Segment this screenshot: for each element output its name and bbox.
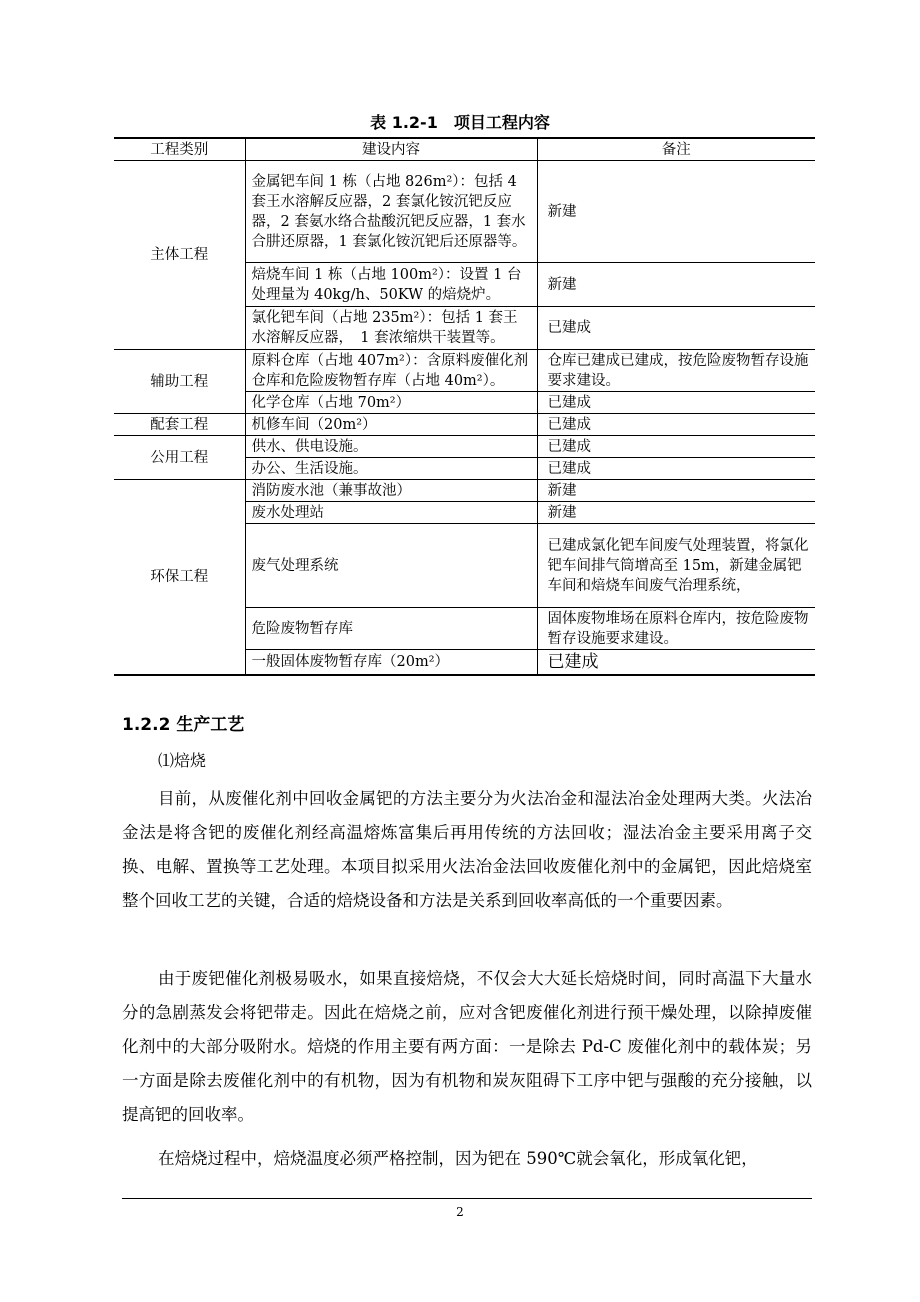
- note-cell: 新建: [537, 263, 815, 307]
- column-header-note: 备注: [537, 138, 815, 161]
- note-cell: 新建: [537, 161, 815, 263]
- column-header-category: 工程类别: [114, 138, 245, 161]
- section-heading: 1.2.2 生产工艺: [122, 715, 245, 735]
- category-cell: 环保工程: [114, 480, 245, 675]
- note-cell: 已建成: [537, 650, 815, 675]
- note-cell: 已建成: [537, 458, 815, 480]
- body-paragraph: 由于废钯催化剂极易吸水，如果直接焙烧，不仅会大大延长焙烧时间，同时高温下大量水分的急剧蒸发会将钯带走。因此在焙烧之前，应对含钯废催化剂进行预干燥处理，以除掉废催化剂中的大部分吸附水。焙烧的作用主要有两方面：一是除去 Pd-C 废催化剂中的载体炭；另一方面是除去废催化剂中的有机物，因为有机物和炭灰阻碍下工序中钯与强酸的充分接触，以提高钯的回收率。: [122, 969, 812, 1124]
- table-row: [114, 414, 815, 436]
- content-cell: 供水、供电设施。: [245, 436, 537, 458]
- content-cell: 机修车间（20m²）: [245, 414, 537, 436]
- table-row: [114, 480, 815, 502]
- table-row: [114, 436, 815, 458]
- note-cell: 已建成: [537, 436, 815, 458]
- content-cell: 金属钯车间 1 栋（占地 826m²）：包括 4 套王水溶解反应器，2 套氯化铵沉钯反应器，2 套氨水络合盐酸沉钯反应器，1 套水合肼还原器，1 套氯化铵沉钯后还原器等。: [245, 161, 537, 263]
- note-cell: 新建: [537, 480, 815, 502]
- footer-rule: [122, 1198, 812, 1199]
- column-header-content: 建设内容: [245, 138, 537, 161]
- project-content-table: [114, 137, 815, 676]
- content-cell: 消防废水池（兼事故池）: [245, 480, 537, 502]
- table-caption: 表 1.2-1 项目工程内容: [370, 113, 550, 132]
- body-paragraph: 目前，从废催化剂中回收金属钯的方法主要分为火法冶金和湿法冶金处理两大类。火法冶金法是将含钯的废催化剂经高温熔炼富集后再用传统的方法回收；湿法冶金主要采用离子交换、电解、置换等工艺处理。本项目拟采用火法冶金法回收废催化剂中的金属钯，因此焙烧室整个回收工艺的关键，合适的焙烧设备和方法是关系到回收率高低的一个重要因素。: [122, 789, 812, 910]
- note-cell: 已建成氯化钯车间废气处理装置，将氯化钯车间排气筒增高至 15m，新建金属钯车间和焙烧车间废气治理系统，: [537, 524, 815, 608]
- category-cell: 配套工程: [114, 414, 245, 436]
- note-cell: 已建成: [537, 392, 815, 414]
- table-row: [114, 161, 815, 263]
- note-cell: 已建成: [537, 414, 815, 436]
- page-number: 2: [456, 1205, 464, 1219]
- table-row: [114, 350, 815, 392]
- note-cell: 仓库已建成已建成，按危险废物暂存设施要求建设。: [537, 350, 815, 392]
- content-cell: 废气处理系统: [245, 524, 537, 608]
- note-cell: 固体废物堆场在原料仓库内，按危险废物暂存设施要求建设。: [537, 608, 815, 650]
- body-paragraph: 在焙烧过程中，焙烧温度必须严格控制，因为钯在 590℃就会氧化，形成氧化钯，: [158, 1149, 758, 1168]
- content-cell: 焙烧车间 1 栋（占地 100m²）：设置 1 台处理量为 40kg/h、50KW 的焙烧炉。: [245, 263, 537, 307]
- subsection-heading: ⑴焙烧: [158, 751, 207, 770]
- category-cell: 主体工程: [114, 161, 245, 350]
- category-cell: 辅助工程: [114, 350, 245, 414]
- content-cell: 办公、生活设施。: [245, 458, 537, 480]
- content-cell: 废水处理站: [245, 502, 537, 524]
- content-cell: 原料仓库（占地 407m²）：含原料废催化剂仓库和危险废物暂存库（占地 40m²）。: [245, 350, 537, 392]
- note-cell: 新建: [537, 502, 815, 524]
- content-cell: 一般固体废物暂存库（20m²）: [245, 650, 537, 675]
- content-cell: 氯化钯车间（占地 235m²）：包括 1 套王水溶解反应器， 1 套浓缩烘干装置等。: [245, 307, 537, 350]
- table-header-row: [114, 138, 815, 161]
- content-cell: 化学仓库（占地 70m²）: [245, 392, 537, 414]
- note-cell: 已建成: [537, 307, 815, 350]
- category-cell: 公用工程: [114, 436, 245, 480]
- content-cell: 危险废物暂存库: [245, 608, 537, 650]
